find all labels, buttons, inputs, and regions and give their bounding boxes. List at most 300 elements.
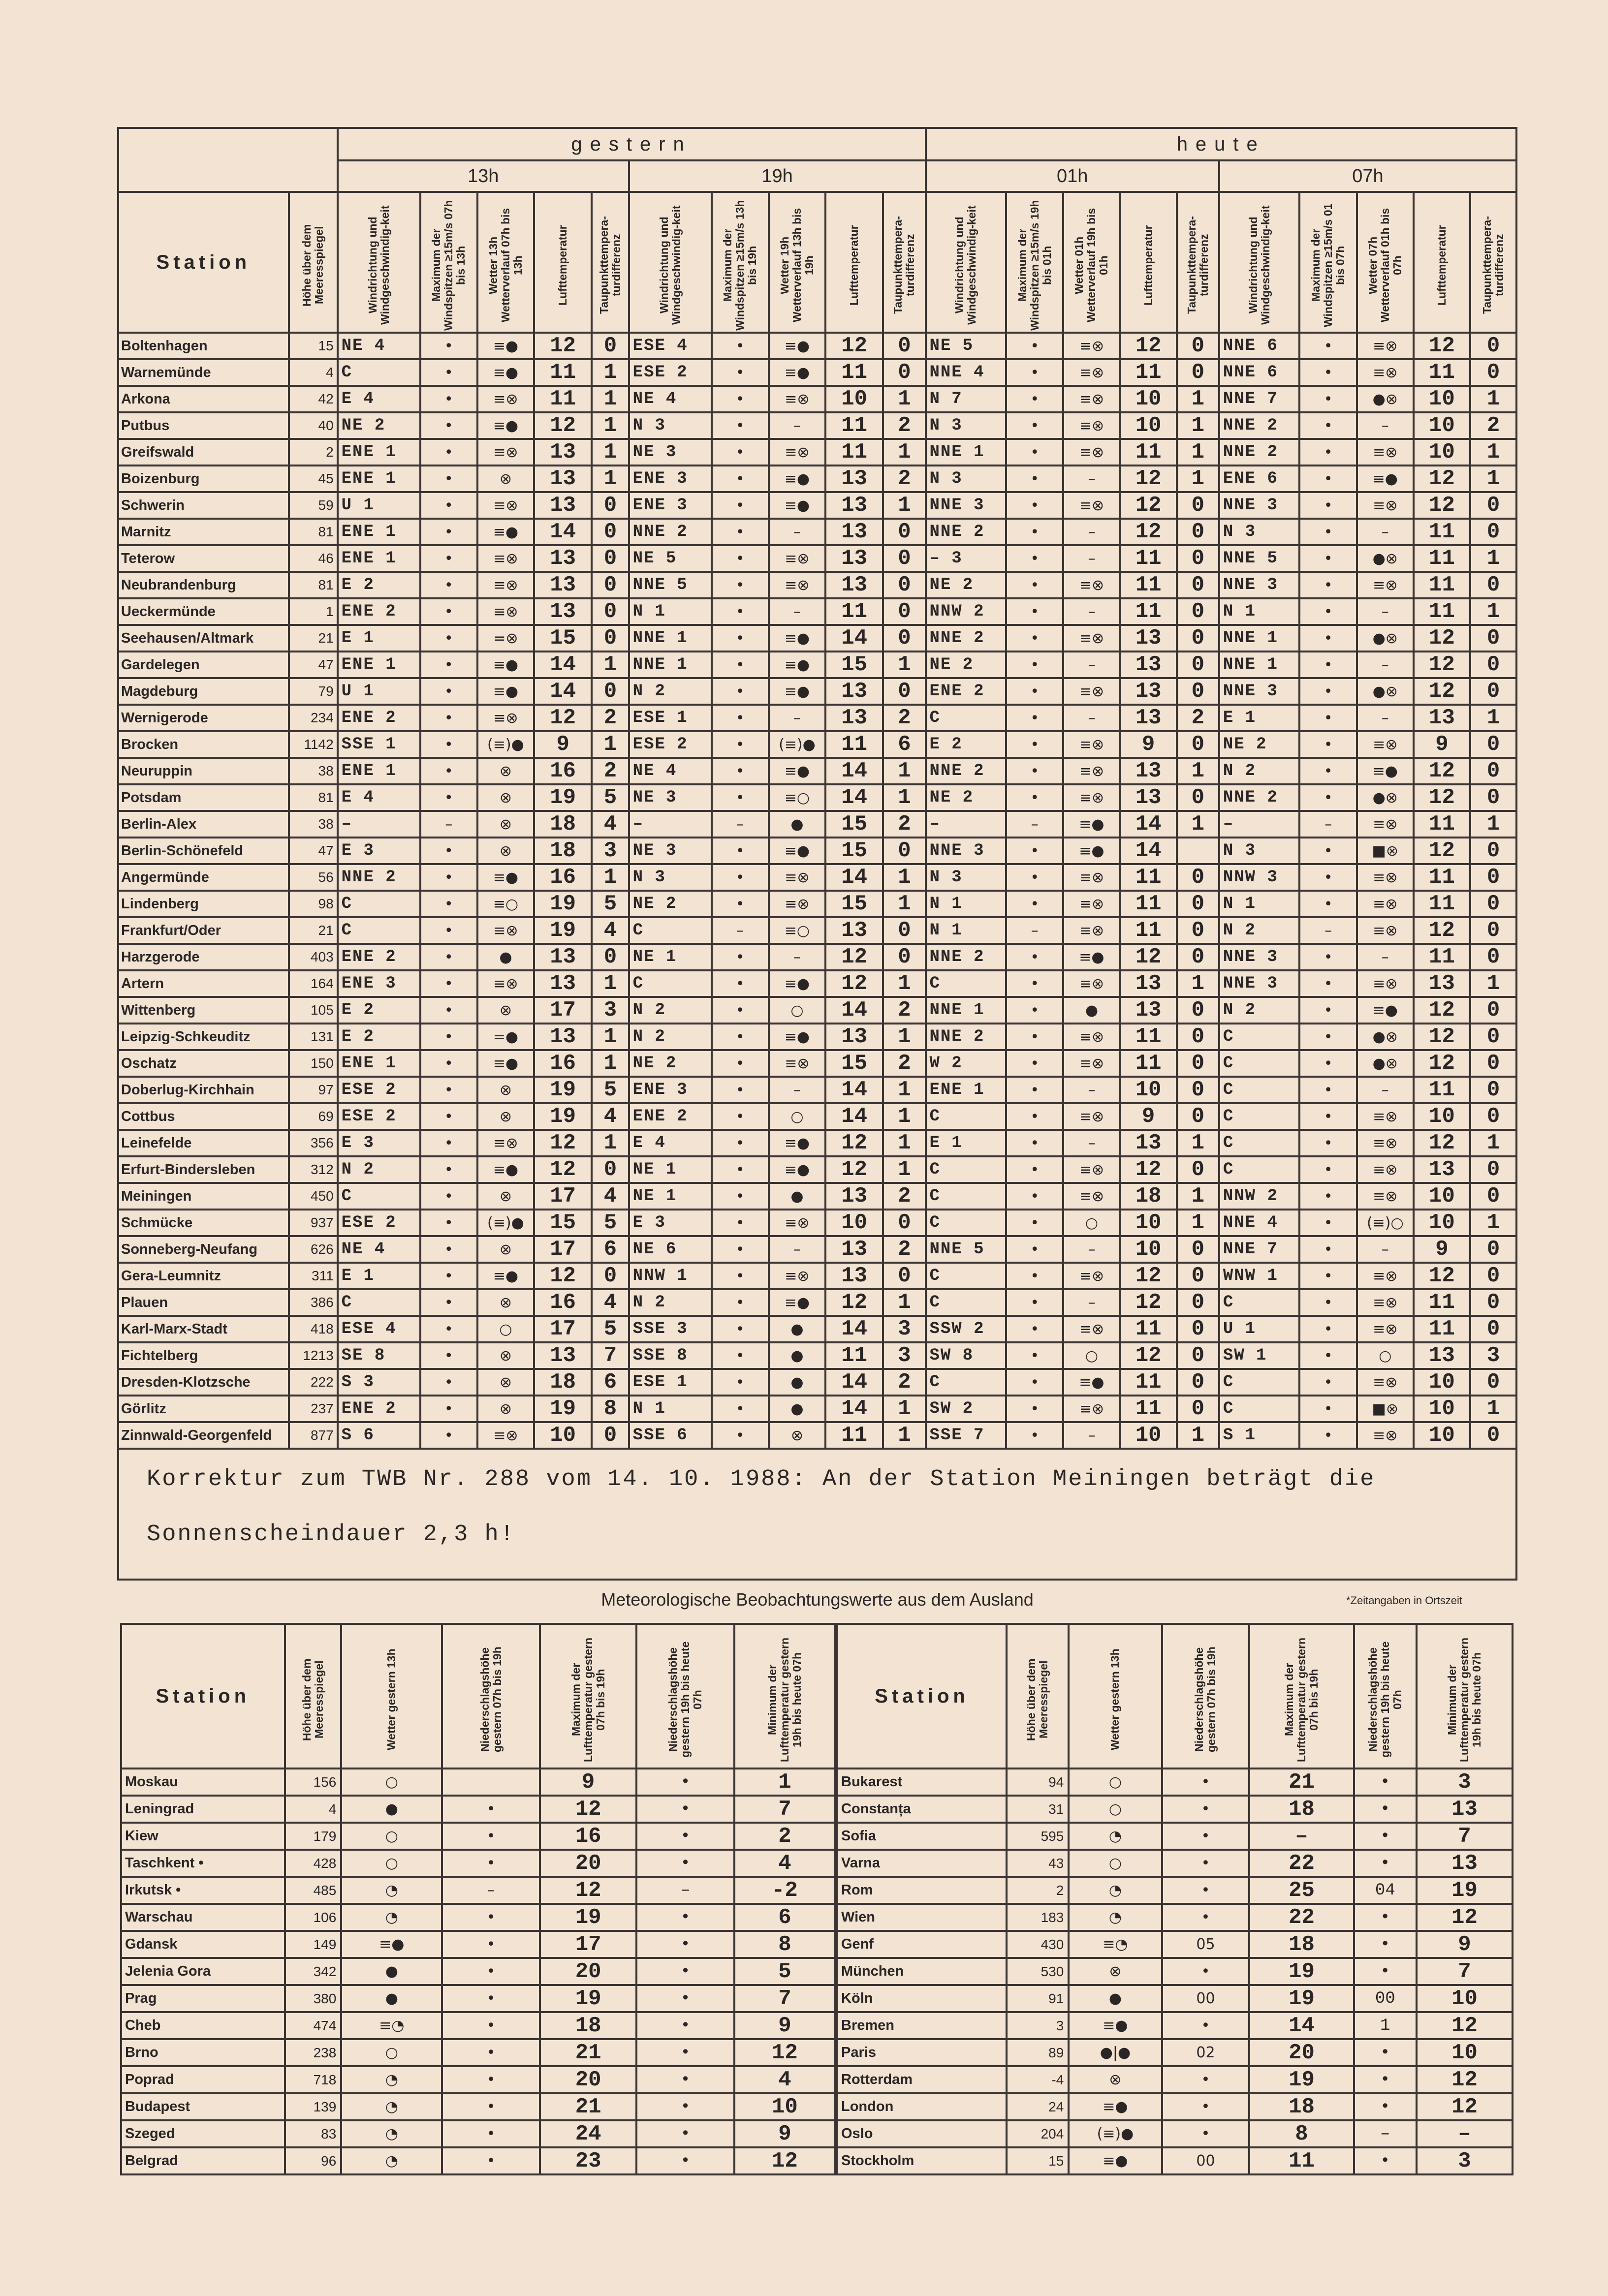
table-row — [118, 1263, 1516, 1289]
station-name: Teterow — [118, 545, 289, 572]
wetter-01: ≡⊗ — [1063, 731, 1120, 758]
wind-13: ESE 4 — [338, 1316, 420, 1342]
max-13: • — [420, 465, 477, 492]
station-name: Brocken — [118, 731, 289, 758]
wind-19: NE 3 — [629, 838, 712, 864]
wind-13: E 4 — [338, 386, 420, 412]
cell-max: 20 — [1249, 2039, 1354, 2066]
table-row — [837, 2093, 1513, 2120]
taup-19: 1 — [883, 1156, 925, 1183]
wetter-01: ≡⊗ — [1063, 359, 1120, 386]
cell-n1: • — [1162, 2120, 1250, 2147]
col-header-hoehe: Höhe über dem Meeresspiegel — [289, 192, 338, 333]
temp-19: 13 — [825, 917, 883, 944]
wetter-07: – — [1357, 705, 1414, 731]
wetter-07: ≡⊗ — [1357, 1289, 1414, 1316]
wetter-19: ≡⊗ — [769, 1210, 825, 1236]
cell-n1: 00 — [1162, 2147, 1250, 2174]
cell-n2: • — [636, 1958, 734, 1985]
cell-min: 10 — [1417, 2039, 1513, 2066]
ausland-title: Meteorologische Beobachtungswerte aus dem Ausland — [601, 1589, 1034, 1610]
cell-max: – — [1249, 1823, 1354, 1850]
temp-07: 11 — [1414, 519, 1470, 545]
taup-07: 0 — [1470, 1369, 1516, 1396]
taup-07: 0 — [1470, 1077, 1516, 1103]
max-01: • — [1006, 1369, 1063, 1396]
cell-n2: • — [636, 1796, 734, 1823]
temp-07: 10 — [1414, 1396, 1470, 1422]
taup-19: 1 — [883, 1077, 925, 1103]
temp-01: 10 — [1120, 1210, 1177, 1236]
max-13: • — [420, 412, 477, 439]
korrektur-notice — [117, 1450, 1517, 1579]
cell-n1: • — [1162, 2012, 1250, 2039]
wind-19: ESE 1 — [629, 705, 712, 731]
temp-07: 12 — [1414, 917, 1470, 944]
cell-min: 10 — [734, 2093, 835, 2120]
cell-w: ○ — [341, 1850, 442, 1877]
temp-13: 16 — [534, 1289, 592, 1316]
wetter-07: – — [1357, 652, 1414, 678]
temp-13: 11 — [534, 386, 592, 412]
wind-07: C — [1219, 1369, 1300, 1396]
wind-01: NNE 1 — [926, 997, 1007, 1024]
temp-01: 11 — [1120, 891, 1177, 917]
temp-13: 13 — [534, 492, 592, 519]
station-name: Putbus — [118, 412, 289, 439]
wetter-13: ⊗ — [477, 1289, 534, 1316]
taup-13: 5 — [592, 891, 629, 917]
wind-07: NNW 2 — [1219, 1183, 1300, 1210]
table-row — [118, 970, 1516, 997]
taup-19: 0 — [883, 625, 925, 652]
taup-07: 0 — [1470, 1156, 1516, 1183]
wind-01: E 2 — [926, 731, 1007, 758]
taup-07: 2 — [1470, 412, 1516, 439]
temp-01: 11 — [1120, 572, 1177, 598]
max-07: • — [1299, 838, 1356, 864]
max-19: • — [712, 386, 769, 412]
taup-07: 0 — [1470, 997, 1516, 1024]
temp-01: 12 — [1120, 519, 1177, 545]
temp-19: 13 — [825, 1024, 883, 1050]
col-header-hoehe: Höhe über dem Meeresspiegel — [285, 1624, 342, 1769]
temp-19: 13 — [825, 1236, 883, 1263]
station-name: Gardelegen — [118, 652, 289, 678]
cell-min: -2 — [734, 1877, 835, 1904]
taup-07: 0 — [1470, 1289, 1516, 1316]
wetter-07: ≡⊗ — [1357, 333, 1414, 359]
station-height: 42 — [289, 386, 338, 412]
table-row — [837, 1985, 1513, 2012]
wind-13: E 4 — [338, 784, 420, 811]
cell-h: -4 — [1007, 2066, 1069, 2093]
max-13: • — [420, 1316, 477, 1342]
max-19: • — [712, 731, 769, 758]
taup-07: 0 — [1470, 572, 1516, 598]
cell-n1: • — [1162, 2066, 1250, 2093]
temp-19: 15 — [825, 811, 883, 838]
wind-01: NNE 5 — [926, 1236, 1007, 1263]
temp-07: 12 — [1414, 492, 1470, 519]
cell-h: 91 — [1007, 1985, 1069, 2012]
table-row — [837, 2039, 1513, 2066]
station-height: 356 — [289, 1130, 338, 1156]
cell-max: 12 — [540, 1877, 636, 1904]
wind-13: – — [338, 811, 420, 838]
station-name: Doberlug-Kirchhain — [118, 1077, 289, 1103]
max-07: • — [1299, 1396, 1356, 1422]
temp-13: 19 — [534, 891, 592, 917]
cell-w: ● — [341, 1985, 442, 2012]
cell-station: Belgrad — [121, 2147, 285, 2174]
temp-19: 15 — [825, 838, 883, 864]
table-row — [118, 758, 1516, 784]
cell-h: 595 — [1007, 1823, 1069, 1850]
table-row — [118, 731, 1516, 758]
wind-19: – — [629, 811, 712, 838]
col-header-taup-13: Taupunkttempera-turdifferenz — [592, 192, 629, 333]
table-row — [118, 1130, 1516, 1156]
wind-07: N 1 — [1219, 891, 1300, 917]
max-13: • — [420, 1342, 477, 1369]
wetter-13: ≡⊗ — [477, 545, 534, 572]
table-row — [121, 1769, 835, 1796]
wetter-01: ≡⊗ — [1063, 1263, 1120, 1289]
taup-07: 0 — [1470, 1183, 1516, 1210]
wetter-01: ≡⊗ — [1063, 1103, 1120, 1130]
max-07: • — [1299, 465, 1356, 492]
cell-max: 21 — [540, 2039, 636, 2066]
wind-07: NNE 3 — [1219, 492, 1300, 519]
wetter-13: ○ — [477, 1316, 534, 1342]
temp-19: 14 — [825, 1077, 883, 1103]
cell-max: 19 — [1249, 1985, 1354, 2012]
cell-h: 342 — [285, 1958, 342, 1985]
cell-h: 96 — [285, 2147, 342, 2174]
wetter-07: ●⊗ — [1357, 678, 1414, 705]
col-header-temp-01: Lufttemperatur — [1120, 192, 1177, 333]
cell-n1: • — [442, 2120, 540, 2147]
taup-19: 2 — [883, 811, 925, 838]
max-13: • — [420, 1077, 477, 1103]
max-19: • — [712, 1210, 769, 1236]
temp-07: 11 — [1414, 598, 1470, 625]
max-07: • — [1299, 598, 1356, 625]
wetter-01: ≡⊗ — [1063, 917, 1120, 944]
taup-13: 0 — [592, 519, 629, 545]
wind-01: NE 5 — [926, 333, 1007, 359]
taup-19: 1 — [883, 1396, 925, 1422]
station-header: Station — [837, 1624, 1007, 1769]
wind-07: C — [1219, 1103, 1300, 1130]
cell-n1: • — [1162, 1958, 1250, 1985]
wind-13: NE 4 — [338, 1236, 420, 1263]
temp-19: 11 — [825, 412, 883, 439]
cell-w: ●|● — [1069, 2039, 1162, 2066]
wetter-01: ≡⊗ — [1063, 439, 1120, 465]
temp-13: 13 — [534, 970, 592, 997]
wind-13: ENE 2 — [338, 944, 420, 970]
taup-07: 1 — [1470, 545, 1516, 572]
wetter-13: ≡● — [477, 864, 534, 891]
wetter-13: ≡● — [477, 412, 534, 439]
temp-19: 11 — [825, 439, 883, 465]
max-13: • — [420, 1263, 477, 1289]
max-07: • — [1299, 492, 1356, 519]
cell-station: Kiew — [121, 1823, 285, 1850]
taup-07: 0 — [1470, 1024, 1516, 1050]
col-header-wetter: Wetter gestern 13h — [341, 1624, 442, 1769]
max-01: • — [1006, 386, 1063, 412]
cell-min: 12 — [1417, 1904, 1513, 1931]
cell-h: 24 — [1007, 2093, 1069, 2120]
group-heute: heute — [926, 128, 1517, 160]
cell-max: 16 — [540, 1823, 636, 1850]
temp-01: 11 — [1120, 359, 1177, 386]
corner-cell — [118, 128, 338, 192]
max-07: • — [1299, 359, 1356, 386]
wind-13: NNE 2 — [338, 864, 420, 891]
cell-w: ≡● — [1069, 2012, 1162, 2039]
wetter-13: =● — [477, 1024, 534, 1050]
wind-07: SW 1 — [1219, 1342, 1300, 1369]
temp-01: 11 — [1120, 598, 1177, 625]
table-row — [121, 1823, 835, 1850]
wetter-07: ≡● — [1357, 465, 1414, 492]
taup-07: 1 — [1470, 705, 1516, 731]
wind-07: WNW 1 — [1219, 1263, 1300, 1289]
wetter-01: – — [1063, 1236, 1120, 1263]
temp-19: 12 — [825, 1130, 883, 1156]
ausland-table-right — [836, 1623, 1513, 2175]
wind-07: NNE 3 — [1219, 944, 1300, 970]
wind-13: U 1 — [338, 678, 420, 705]
table-row — [121, 2039, 835, 2066]
wind-07: N 2 — [1219, 997, 1300, 1024]
cell-n1: • — [442, 1823, 540, 1850]
wetter-19: – — [769, 944, 825, 970]
temp-07: 10 — [1414, 386, 1470, 412]
taup-13: 5 — [592, 1077, 629, 1103]
cell-n1: 02 — [1162, 2039, 1250, 2066]
station-name: Ueckermünde — [118, 598, 289, 625]
cell-max: 22 — [1249, 1850, 1354, 1877]
wetter-07: ≡⊗ — [1357, 572, 1414, 598]
wind-07: C — [1219, 1024, 1300, 1050]
max-01: • — [1006, 1077, 1063, 1103]
max-13: • — [420, 1050, 477, 1077]
station-height: 403 — [289, 944, 338, 970]
station-height: 69 — [289, 1103, 338, 1130]
max-13: • — [420, 997, 477, 1024]
taup-13: 4 — [592, 1289, 629, 1316]
max-07: • — [1299, 1183, 1356, 1210]
table-row — [121, 1931, 835, 1958]
temp-13: 13 — [534, 598, 592, 625]
temp-01: 11 — [1120, 1396, 1177, 1422]
taup-19: 2 — [883, 1183, 925, 1210]
taup-19: 1 — [883, 386, 925, 412]
temp-13: 14 — [534, 678, 592, 705]
wind-13: N 2 — [338, 1156, 420, 1183]
taup-07: 0 — [1470, 731, 1516, 758]
table-row — [837, 1904, 1513, 1931]
max-01: • — [1006, 731, 1063, 758]
cell-min: – — [1417, 2120, 1513, 2147]
wetter-13: ⊗ — [477, 1236, 534, 1263]
wind-01: NNE 2 — [926, 944, 1007, 970]
wetter-19: – — [769, 412, 825, 439]
cell-station: Poprad — [121, 2066, 285, 2093]
max-01: • — [1006, 1396, 1063, 1422]
cell-w: ○ — [341, 1823, 442, 1850]
temp-07: 13 — [1414, 1342, 1470, 1369]
max-01: • — [1006, 333, 1063, 359]
max-13: • — [420, 944, 477, 970]
taup-07: 0 — [1470, 1103, 1516, 1130]
taup-01: 0 — [1177, 944, 1219, 970]
wind-13: E 3 — [338, 838, 420, 864]
wind-19: N 3 — [629, 412, 712, 439]
temp-01: 11 — [1120, 1024, 1177, 1050]
table-row — [118, 944, 1516, 970]
wind-01: ENE 1 — [926, 1077, 1007, 1103]
temp-13: 13 — [534, 1024, 592, 1050]
col-header-max-13: Maximum der Windspitzen ≥15m/s 07h bis 13h — [420, 192, 477, 333]
cell-station: Genf — [837, 1931, 1007, 1958]
cell-min: 8 — [734, 1931, 835, 1958]
max-07: • — [1299, 625, 1356, 652]
taup-01: 0 — [1177, 891, 1219, 917]
station-height: 1213 — [289, 1342, 338, 1369]
taup-07: 0 — [1470, 492, 1516, 519]
station-height: 2 — [289, 439, 338, 465]
temp-13: 9 — [534, 731, 592, 758]
cell-n1: • — [1162, 1850, 1250, 1877]
temp-01: 9 — [1120, 731, 1177, 758]
wetter-07: ≡● — [1357, 758, 1414, 784]
temp-07: 12 — [1414, 625, 1470, 652]
station-height: 47 — [289, 652, 338, 678]
cell-n2: • — [636, 2039, 734, 2066]
temp-07: 11 — [1414, 1077, 1470, 1103]
cell-n1: • — [1162, 1904, 1250, 1931]
max-13: • — [420, 758, 477, 784]
temp-01: 13 — [1120, 652, 1177, 678]
wetter-19: ● — [769, 1316, 825, 1342]
cell-n1: • — [442, 2012, 540, 2039]
max-01: • — [1006, 492, 1063, 519]
wetter-19: ≡● — [769, 625, 825, 652]
cell-max: 19 — [1249, 1958, 1354, 1985]
station-name: Meiningen — [118, 1183, 289, 1210]
temp-13: 19 — [534, 1396, 592, 1422]
max-19: • — [712, 625, 769, 652]
wind-13: ESE 2 — [338, 1077, 420, 1103]
max-07: • — [1299, 731, 1356, 758]
temp-19: 14 — [825, 1369, 883, 1396]
wetter-13: ≡● — [477, 678, 534, 705]
cell-min: 1 — [734, 1769, 835, 1796]
temp-13: 17 — [534, 1183, 592, 1210]
wetter-07: – — [1357, 944, 1414, 970]
station-header: Station — [118, 192, 289, 333]
max-07: • — [1299, 333, 1356, 359]
station-name: Wernigerode — [118, 705, 289, 731]
max-07: • — [1299, 1050, 1356, 1077]
station-height: 56 — [289, 864, 338, 891]
wind-13: E 1 — [338, 625, 420, 652]
wetter-01: ≡⊗ — [1063, 784, 1120, 811]
wetter-19: ● — [769, 1342, 825, 1369]
table-row — [118, 891, 1516, 917]
station-height: 131 — [289, 1024, 338, 1050]
temp-13: 13 — [534, 572, 592, 598]
wind-01: N 1 — [926, 891, 1007, 917]
taup-13: 4 — [592, 1183, 629, 1210]
temp-13: 15 — [534, 1210, 592, 1236]
table-row — [121, 1985, 835, 2012]
max-13: • — [420, 1396, 477, 1422]
wetter-19: ≡● — [769, 652, 825, 678]
wind-19: N 1 — [629, 1396, 712, 1422]
taup-19: 0 — [883, 917, 925, 944]
table-row — [837, 1769, 1513, 1796]
temp-07: 11 — [1414, 864, 1470, 891]
wetter-01: ≡⊗ — [1063, 333, 1120, 359]
station-height: 937 — [289, 1210, 338, 1236]
station-name: Cottbus — [118, 1103, 289, 1130]
wetter-19: (≡)● — [769, 731, 825, 758]
wind-19: SSE 6 — [629, 1422, 712, 1449]
wind-01: NNW 2 — [926, 598, 1007, 625]
wetter-07: ≡⊗ — [1357, 811, 1414, 838]
wind-07: C — [1219, 1077, 1300, 1103]
temp-07: 11 — [1414, 545, 1470, 572]
max-01: • — [1006, 705, 1063, 731]
taup-19: 0 — [883, 1263, 925, 1289]
max-01: • — [1006, 864, 1063, 891]
max-07: • — [1299, 970, 1356, 997]
wind-01: W 2 — [926, 1050, 1007, 1077]
temp-19: 13 — [825, 572, 883, 598]
max-19: • — [712, 572, 769, 598]
temp-07: 10 — [1414, 439, 1470, 465]
wind-01: C — [926, 1183, 1007, 1210]
col-header-wind-13: Windrichtung und Windgeschwindig-keit — [338, 192, 420, 333]
taup-13: 1 — [592, 864, 629, 891]
taup-01: 0 — [1177, 598, 1219, 625]
cell-station: Köln — [837, 1985, 1007, 2012]
table-row — [118, 572, 1516, 598]
max-19: • — [712, 545, 769, 572]
wind-19: ENE 3 — [629, 492, 712, 519]
wind-13: S 6 — [338, 1422, 420, 1449]
taup-13: 0 — [592, 678, 629, 705]
wetter-13: =⊗ — [477, 625, 534, 652]
wind-13: E 3 — [338, 1130, 420, 1156]
cell-w: ◔ — [341, 2147, 442, 2174]
wetter-13: ≡● — [477, 359, 534, 386]
max-13: • — [420, 1369, 477, 1396]
temp-19: 13 — [825, 465, 883, 492]
max-01: • — [1006, 572, 1063, 598]
wind-01: – 3 — [926, 545, 1007, 572]
taup-07: 0 — [1470, 652, 1516, 678]
wetter-13: ≡⊗ — [477, 1130, 534, 1156]
temp-13: 14 — [534, 519, 592, 545]
